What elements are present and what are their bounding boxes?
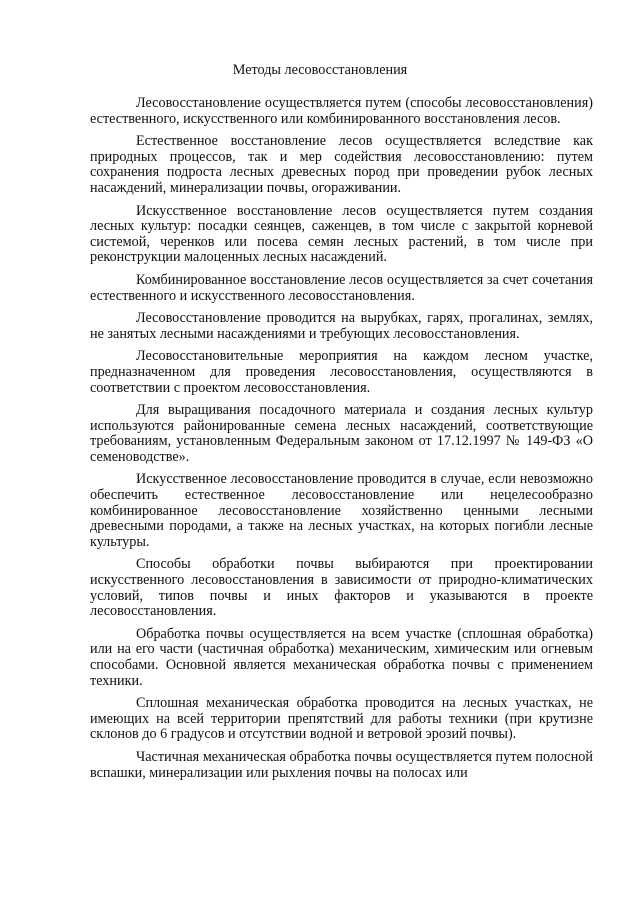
paragraph: Лесовосстановление осуществляется путем (способы лесовосстановления) естественного, искусственного или комбинированного восстановления лесов. [90,95,593,127]
paragraph: Сплошная механическая обработка проводится на лесных участках, не имеющих на всей территории препятствий для работы техники (при крутизне склонов до 6 градусов и отсутствии водной и ветровой эрозий почвы). [90,695,593,743]
paragraph: Для выращивания посадочного материала и создания лесных культур используются районированные семена лесных насаждений, соответствующие требованиям, установленным Федеральным законом от 17.12.1997 № 149-ФЗ «О семеноводстве». [90,402,593,465]
paragraph: Лесовосстановление проводится на вырубках, гарях, прогалинах, землях, не занятых лесными насаждениями и требующих лесовосстановления. [90,310,593,342]
paragraph: Лесовосстановительные мероприятия на каждом лесном участке, предназначенном для проведения лесовосстановления, осуществляются в соответствии с проектом лесовосстановления. [90,348,593,396]
document-body [90,96,593,788]
paragraph: Искусственное восстановление лесов осуществляется путем создания лесных культур: посадки сеянцев, саженцев, в том числе с закрытой корневой системой, черенков или посева семян лесных растений, в том числе при реконструкции малоценных лесных насаждений. [90,202,593,266]
paragraph: Обработка почвы осуществляется на всем участке (сплошная обработка) или на его части (частичная обработка) механическим, химическим или огневым способами. Основной является механическая обработка почвы с применением техники. [90,625,593,689]
paragraph: Комбинированное восстановление лесов осуществляется за счет сочетания естественного и искусственного лесовосстановления. [90,271,593,304]
paragraph: Искусственное лесовосстановление проводится в случае, если невозможно обеспечить естественное лесовосстановление или нецелесообразно комбинированное лесовосстановление хозяйственно ценными лесными древесными породами, а также на лесных участках, на которых погибли лесные культуры. [90,471,593,550]
paragraph: Частичная механическая обработка почвы осуществляется путем полосной вспашки, минерализации или рыхления почвы на полосах или [90,748,593,781]
paragraph: Естественное восстановление лесов осуществляется вследствие как природных процессов, так и мер содействия лесовосстановлению: путем сохранения подроста лесных древесных пород при проведении рубок лесных насаждений, минерализации почвы, огораживании. [90,133,593,196]
document-title: Методы лесовосстановления [232,62,408,78]
paragraph: Способы обработки почвы выбираются при проектировании искусственного лесовосстановления в зависимости от природно-климатических условий, типов почвы и иных факторов и указываются в проекте лесовосстановления. [90,556,593,620]
